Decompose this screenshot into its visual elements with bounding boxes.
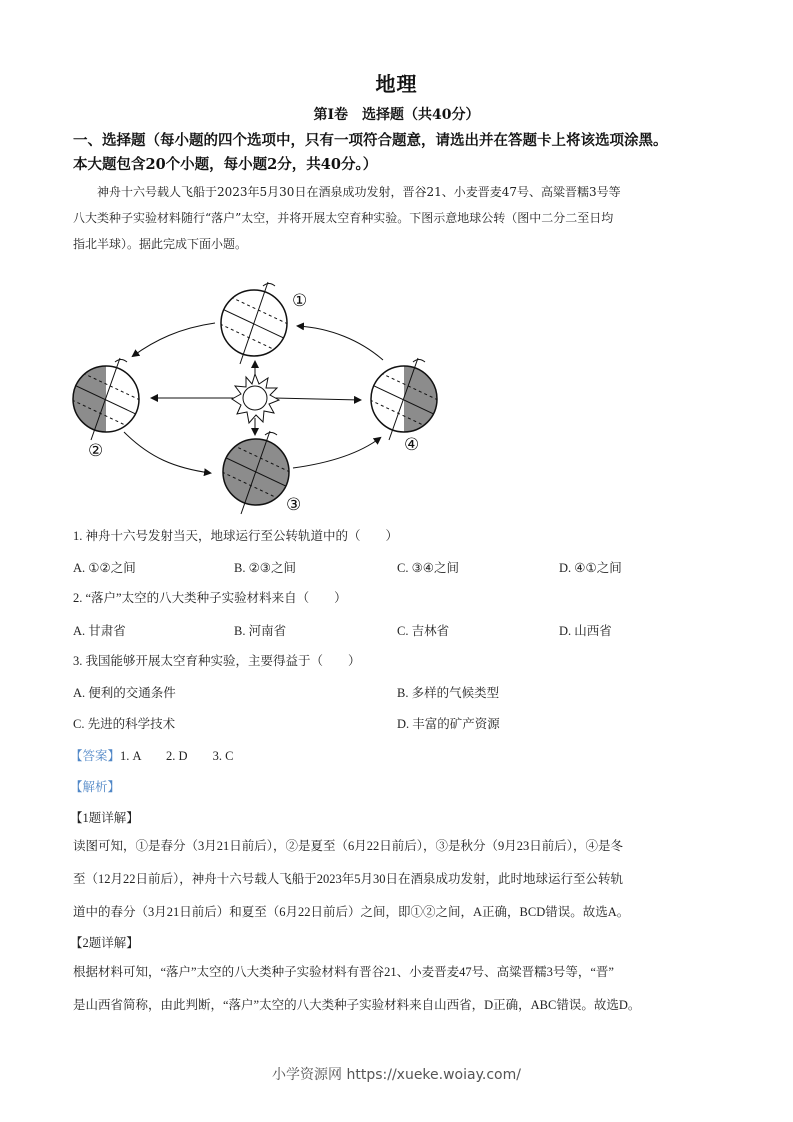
q2-analysis-heading: 【2题详解】: [70, 936, 139, 950]
q2-analysis-body: [73, 956, 733, 1022]
orbit-arrow-2-3: [124, 432, 210, 473]
question-1-option-d[interactable]: D. ④①之间: [559, 561, 622, 575]
question-3-option-a[interactable]: A. 便利的交通条件: [73, 686, 176, 700]
analysis-tag: 【解析】: [70, 780, 121, 794]
orbit-arrow-3-4: [293, 438, 380, 468]
question-3-stem: 3. 我国能够开展太空育种实验，主要得益于（ ）: [73, 654, 361, 668]
earth-position-3: [222, 431, 301, 515]
question-2-option-c[interactable]: C. 吉林省: [397, 624, 450, 638]
question-2-option-a[interactable]: A. 甘肃省: [73, 624, 126, 638]
question-3-option-c[interactable]: C. 先进的科学技术: [73, 717, 176, 731]
question-2-option-d[interactable]: D. 山西省: [559, 624, 612, 638]
answer-line: [70, 746, 233, 764]
watermark-footer: 小学资源网 https://xueke.woiay.com/: [272, 1067, 521, 1083]
earth-position-4: [370, 358, 438, 455]
svg-text:④: ④: [404, 435, 420, 455]
q2-analysis-line-2: 是山西省简称，由此判断，“落户”太空的八大类种子实验材料来自山西省，D正确，ABC错误。故选D。: [73, 998, 641, 1012]
answer-tag: 【答案】: [70, 749, 121, 763]
question-1-option-c[interactable]: C. ③④之间: [397, 561, 459, 575]
orbit-arrow-4-1: [298, 326, 383, 360]
svg-text:③: ③: [286, 495, 302, 515]
q1-analysis-line-2: 至（12月22日前后），神舟十六号载人飞船于2023年5月30日在酒泉成功发射，此时地球运行至公转轨: [73, 872, 624, 886]
section-instructions: [73, 129, 733, 177]
intro-line-1: 神舟十六号载人飞船于2023年5月30日在酒泉成功发射，晋谷21、小麦晋麦47号、高粱晋糯3号等: [73, 185, 621, 199]
svg-text:①: ①: [292, 291, 308, 311]
section-line-1: 一、选择题（每小题的四个选项中，只有一项符合题意，请选出并在答题卡上将该选项涂黑。: [73, 132, 668, 149]
answer-1: 1. A: [120, 749, 141, 763]
page-title: 地理: [375, 72, 418, 96]
earth-revolution-diagram: [60, 278, 450, 518]
sun-icon: [232, 374, 279, 423]
answer-3: 3. C: [212, 749, 234, 763]
part-subtitle: 第Ⅰ卷 选择题（共40分）: [313, 107, 480, 123]
q1-analysis-line-1: 读图可知，①是春分（3月21日前后），②是夏至（6月22日前后），③是秋分（9月23日前后），④是冬: [73, 839, 624, 853]
question-1-option-a[interactable]: A. ①②之间: [73, 561, 136, 575]
question-2-stem: 2. “落户”太空的八大类种子实验材料来自（ ）: [73, 591, 347, 605]
svg-text:②: ②: [88, 441, 104, 461]
answer-2: 2. D: [165, 749, 188, 763]
question-1-option-b[interactable]: B. ②③之间: [234, 561, 296, 575]
question-1-stem: 1. 神舟十六号发射当天，地球运行至公转轨道中的（ ）: [73, 529, 399, 543]
q2-analysis-line-1: 根据材料可知，“落户”太空的八大类种子实验材料有晋谷21、小麦晋麦47号、高粱晋糯3号等，“晋”: [73, 965, 614, 979]
earth-position-2: [72, 358, 140, 461]
question-3-option-b[interactable]: B. 多样的气候类型: [397, 686, 500, 700]
q1-analysis-body: [73, 830, 733, 929]
intro-line-2: 八大类种子实验材料随行“落户”太空，并将开展太空育种实验。下图示意地球公转（图中二分二至日均: [73, 211, 614, 225]
question-2-option-b[interactable]: B. 河南省: [234, 624, 287, 638]
section-line-2: 本大题包含20个小题，每小题2分，共40分。）: [73, 156, 378, 173]
orbit-arrow-1-2: [133, 323, 215, 356]
q1-analysis-heading: 【1题详解】: [70, 811, 139, 825]
q1-analysis-line-3: 道中的春分（3月21日前后）和夏至（6月22日前后）之间，即①②之间，A正确，BCD错误。故选A。: [73, 905, 630, 919]
earth-position-1: [220, 282, 307, 364]
question-3-option-d[interactable]: D. 丰富的矿产资源: [397, 717, 500, 731]
intro-line-3: 指北半球）。据此完成下面小题。: [73, 237, 248, 251]
intro-paragraph: [73, 179, 733, 257]
